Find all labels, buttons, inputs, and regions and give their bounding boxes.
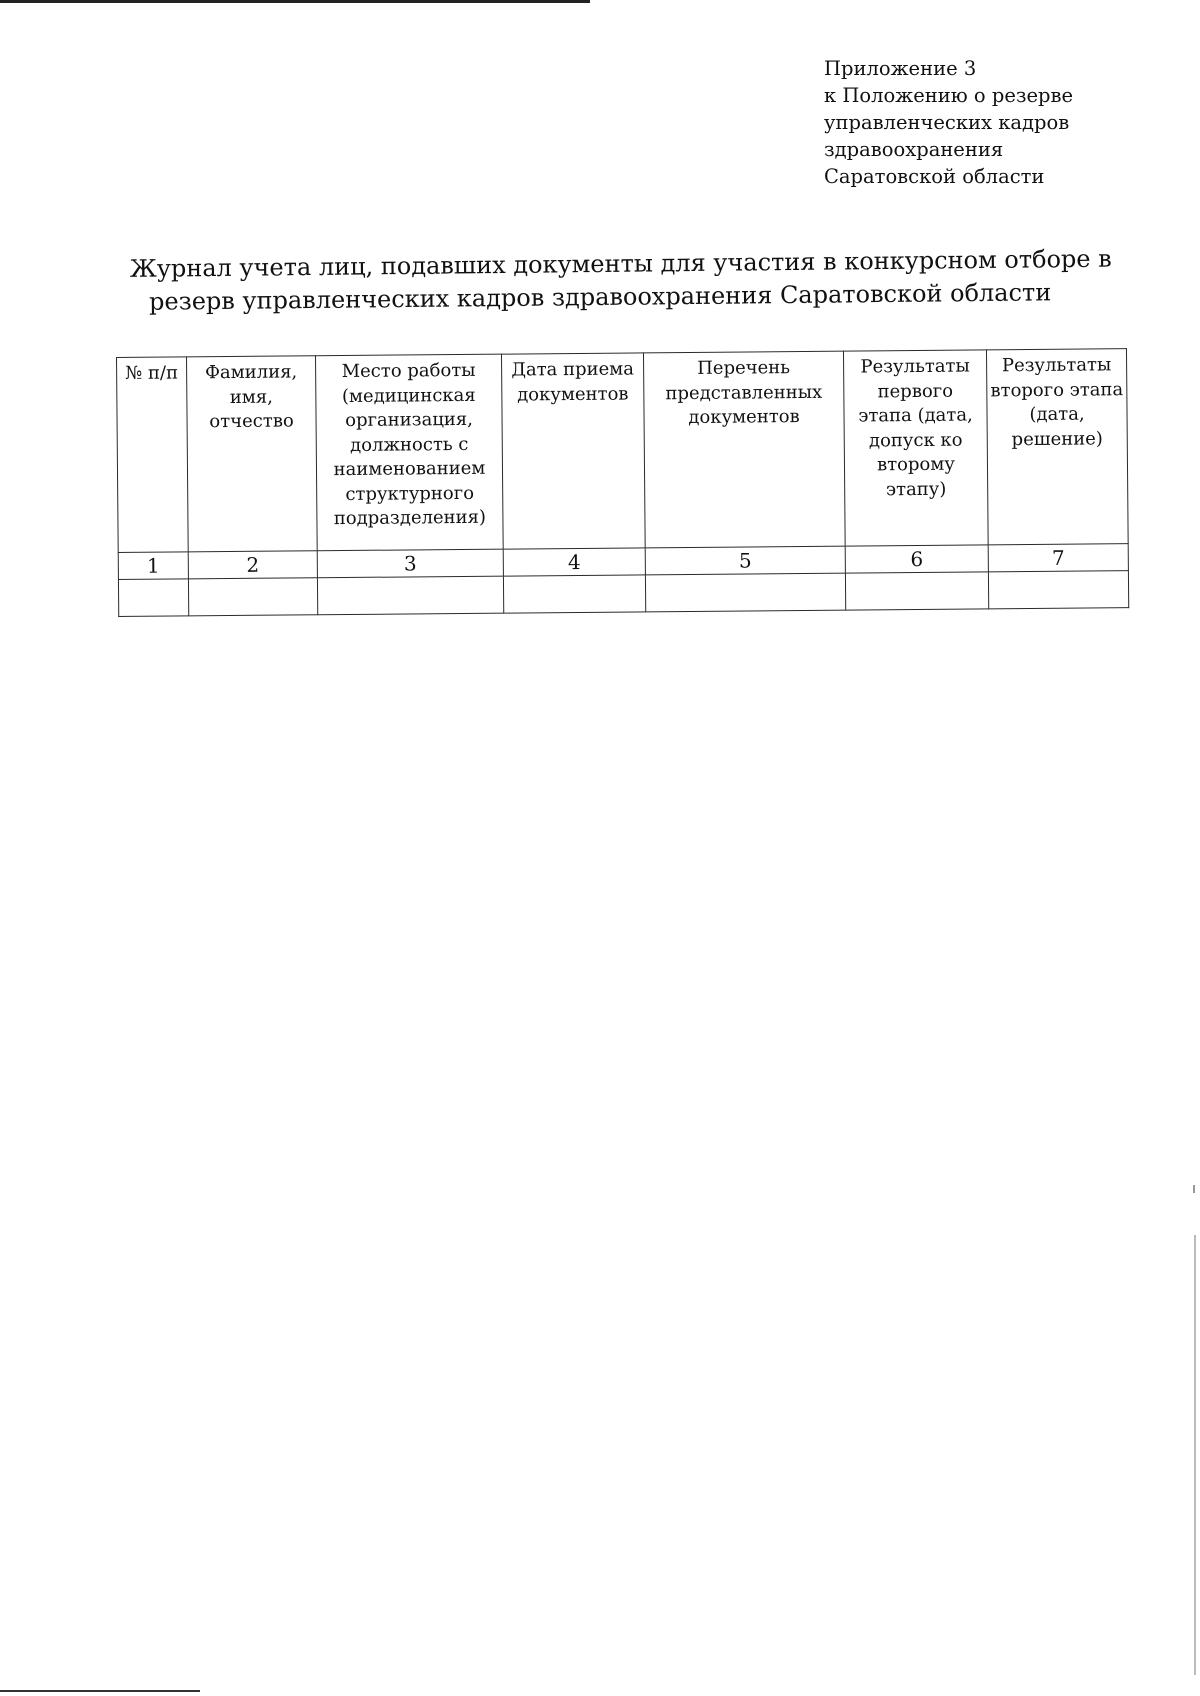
table-cell-empty xyxy=(503,575,645,613)
header-row xyxy=(117,349,1129,553)
table-cell-empty xyxy=(845,572,988,610)
header-text: имя, xyxy=(229,386,273,408)
column-number-cell: 6 xyxy=(845,545,988,573)
title-line: Журнал учета лиц, подавших документы для участия в конкурсном отборе в xyxy=(129,244,1112,283)
header-text: подразделения) xyxy=(333,506,487,530)
header-text: второго этапа xyxy=(990,378,1124,401)
header-text: № п/п xyxy=(125,362,179,384)
header-text: второму xyxy=(876,453,955,476)
table-cell-empty xyxy=(118,579,188,617)
header-text: отчество xyxy=(209,410,294,433)
header-text: структурного xyxy=(345,482,475,505)
header-text: Перечень xyxy=(697,357,791,379)
appendix-line: управленческих кадров xyxy=(824,111,1070,134)
header-text: этапу) xyxy=(885,478,947,500)
table-row-empty xyxy=(118,571,1128,617)
header-text: Фамилия, xyxy=(204,361,298,384)
appendix-line: здравоохранения xyxy=(824,138,1004,161)
header-cell-stage-two-results xyxy=(986,349,1128,545)
header-text: решение) xyxy=(1011,427,1103,450)
header-text: (дата, xyxy=(1029,403,1085,426)
table-cell-empty xyxy=(317,576,503,615)
appendix-line: Приложение 3 xyxy=(824,57,977,80)
column-number-cell: 3 xyxy=(317,549,503,578)
header-text: первого xyxy=(877,380,954,402)
header-text: допуск ко xyxy=(868,429,963,451)
header-text: организация, xyxy=(345,408,474,432)
header-cell-receipt-date xyxy=(501,353,645,549)
scan-right-edge xyxy=(1194,1235,1196,1675)
header-text: Место работы xyxy=(341,359,476,383)
header-text: Результаты xyxy=(860,355,970,378)
header-cell-number xyxy=(117,357,189,553)
scan-right-speck xyxy=(1193,1185,1195,1193)
header-text: представленных xyxy=(665,381,823,404)
header-text: (медицинская xyxy=(341,384,476,407)
header-text: Дата приема xyxy=(511,358,635,381)
table-cell-empty xyxy=(645,573,845,612)
header-text: наименованием xyxy=(333,457,486,481)
scan-bottom-edge xyxy=(0,1690,200,1692)
header-cell-documents-list xyxy=(643,351,845,548)
header-text: документов xyxy=(517,383,629,406)
column-number-cell: 5 xyxy=(645,546,845,575)
document-title xyxy=(129,243,1112,319)
appendix-line: к Положению о резерве xyxy=(824,84,1074,107)
title-line: резерв управленческих кадров здравоохранения Саратовской области xyxy=(148,278,1052,316)
appendix-reference xyxy=(824,55,1164,190)
header-text: Результаты xyxy=(1001,354,1112,377)
table-cell-empty xyxy=(988,571,1128,609)
scan-top-edge xyxy=(0,0,590,3)
column-number-cell: 2 xyxy=(188,551,317,579)
header-cell-full-name xyxy=(187,356,318,552)
column-number-cell: 7 xyxy=(988,544,1128,572)
column-number-cell: 1 xyxy=(118,552,188,580)
table-cell-empty xyxy=(188,578,317,616)
column-number-cell: 4 xyxy=(503,548,645,576)
header-text: этапа (дата, xyxy=(858,404,973,427)
registration-log-table xyxy=(116,348,1129,617)
header-cell-workplace xyxy=(315,354,503,551)
header-cell-stage-one-results xyxy=(843,350,988,546)
appendix-line: Саратовской области xyxy=(824,165,1045,188)
header-text: должность с xyxy=(349,433,469,456)
header-text: документов xyxy=(688,406,800,429)
